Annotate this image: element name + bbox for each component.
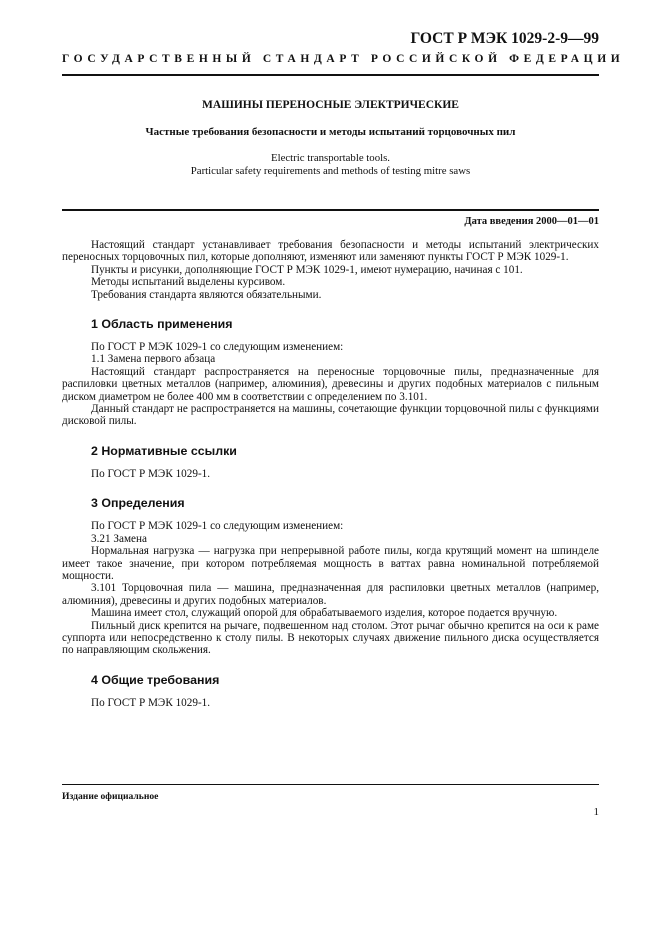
- english-title-line-2: Particular safety requirements and methods of testing mitre saws: [190, 165, 471, 177]
- section-3-paragraph-6: Пильный диск крепится на рычаге, подвешенном над столом. Этот рычаг обычно крепится на оси к раме суппорта или непосредственно к столу пилы. В некоторых случаях движение пильного диска осуществляется по направляющим скольжения.: [62, 619, 599, 657]
- section-3-paragraph-5: Машина имеет стол, служащий опорой для обрабатываемого изделия, которое подается вручную.: [91, 607, 558, 620]
- section-1-paragraph-2: 1.1 Замена первого абзаца: [91, 353, 216, 366]
- document-code: ГОСТ Р МЭК 1029-2-9—99: [410, 30, 599, 47]
- section-3-paragraph-4: 3.101 Торцовочная пила — машина, предназначенная для распиловки цветных металлов (например, алюминия), древесины и других подобных материалов.: [62, 582, 599, 607]
- section-1-paragraph-4: Данный стандарт не распространяется на машины, сочетающие функции торцовочной пилы с функциями дисковой пилы.: [62, 403, 599, 428]
- section-3-paragraph-2: 3.21 Замена: [91, 532, 147, 545]
- english-title-line-1: Electric transportable tools.: [270, 152, 391, 164]
- intro-paragraph-1: Настоящий стандарт устанавливает требования безопасности и методы испытаний электрических переносных торцовочных пил, которые дополняют, изменяют или заменяют пункты ГОСТ Р МЭК 1029-1.: [62, 239, 599, 264]
- english-title: [62, 152, 599, 178]
- subtitle: Частные требования безопасности и методы испытаний торцовочных пил: [145, 126, 516, 138]
- edition-note: Издание официальное: [62, 791, 159, 802]
- state-standard-title: ГОСУДАРСТВЕННЫЙ СТАНДАРТ РОССИЙСКОЙ ФЕДЕРАЦИИ: [62, 53, 625, 65]
- section-1-heading: 1 Область применения: [91, 317, 233, 332]
- header-rule: [62, 74, 599, 76]
- intro-paragraph-4: Требования стандарта являются обязательными.: [91, 288, 322, 301]
- section-1-paragraph-1: По ГОСТ Р МЭК 1029-1 со следующим изменением:: [91, 341, 344, 354]
- intro-paragraph-3: Методы испытаний выделены курсивом.: [91, 276, 286, 289]
- document-body: [62, 239, 599, 709]
- section-2-paragraph-1: По ГОСТ Р МЭК 1029-1.: [91, 467, 211, 480]
- section-4-paragraph-1: По ГОСТ Р МЭК 1029-1.: [91, 696, 211, 709]
- section-3-paragraph-1: По ГОСТ Р МЭК 1029-1 со следующим изменением:: [91, 520, 344, 533]
- section-3-paragraph-3: Нормальная нагрузка — нагрузка при непрерывной работе пилы, когда крутящий момент на шпинделе имеет такое значение, при котором потребляемая мощность в ваттах равна номинальной потребляемой мощности.: [62, 545, 599, 582]
- section-2-heading: 2 Нормативные ссылки: [91, 443, 237, 458]
- intro-date: Дата введения 2000—01—01: [464, 216, 599, 227]
- footer-rule: [62, 784, 599, 785]
- page-number: 1: [593, 806, 599, 818]
- section-1-paragraph-3: Настоящий стандарт распространяется на переносные торцовочные пилы, предназначенные для распиловки цветных металлов (например, алюминия), древесины и других подобных материалов с пильным диском диаметром не более 400 мм в соответствии с определением по 3.101.: [62, 365, 599, 403]
- title-rule: [62, 209, 599, 211]
- section-4-heading: 4 Общие требования: [91, 672, 220, 687]
- section-3-heading: 3 Определения: [91, 496, 185, 511]
- intro-paragraph-2: Пункты и рисунки, дополняющие ГОСТ Р МЭК 1029-1, имеют нумерацию, начиная с 101.: [91, 263, 523, 276]
- main-title: МАШИНЫ ПЕРЕНОСНЫЕ ЭЛЕКТРИЧЕСКИЕ: [202, 99, 459, 111]
